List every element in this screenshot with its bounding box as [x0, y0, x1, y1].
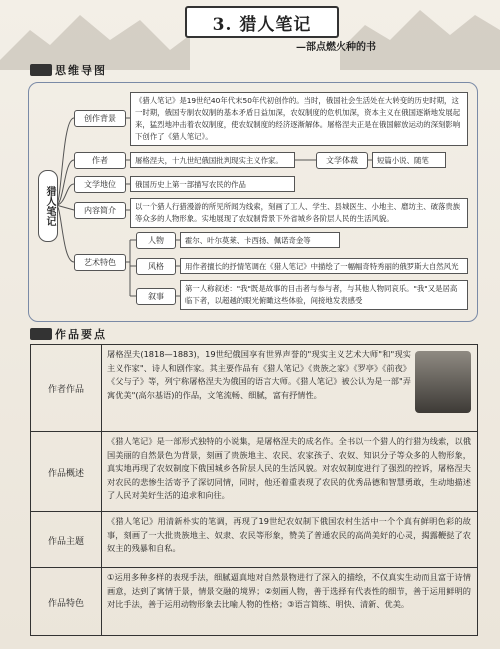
node-creation-background: 创作背景: [74, 110, 126, 127]
node-author: 作者: [74, 152, 126, 169]
node-content: 内容简介: [74, 202, 126, 219]
section-icon: [30, 328, 52, 340]
box-creation-background: 《猎人笔记》是19世纪40年代末50年代初创作的。当时，俄国社会生活处在大转变的历史时期，这一时期，俄国专制农奴制的基本矛盾日益加深，农奴制度的危机加深，资本主义在俄国逐渐地发展起来，猛烈地冲击着农奴制度，使农奴制度的经济逐渐解体。屠格涅夫正是在俄国解放运动的深刻影响下创作了《猎人笔记》。: [130, 92, 468, 146]
page-title: 3. 猎人笔记: [212, 14, 312, 35]
section-tag-points: [30, 326, 107, 342]
node-genre: 文学体裁: [316, 152, 368, 169]
page-subtitle: —部点燃火种的书: [296, 42, 376, 53]
row-label: 作品特色: [31, 568, 102, 636]
row-label: 作品概述: [31, 432, 102, 512]
box-literary-status: 俄国历史上第一部描写农民的作品: [130, 176, 295, 192]
row-text: 屠格涅夫(1818—1883)，19世纪俄国享有世界声誉的"现实主义艺术大师"和"现实主义作家"、诗人和剧作家。其主要作品有《猎人笔记》《贵族之家》《罗亭》《前夜》《父与子》等，列宁称屠格涅夫为俄国的语言大师。《猎人笔记》被公认为是一部"弄寓优美"(高尔基语)的作品，文笔流畅、细腻，富有抒情性。: [107, 349, 411, 400]
box-genre: 短篇小说、随笔: [372, 152, 446, 168]
section-label: 思维导图: [55, 64, 107, 77]
points-table: [30, 344, 478, 636]
table-row: [31, 567, 477, 636]
node-scenery: 风格: [136, 258, 176, 275]
row-text: 《猎人笔记》是一部形式独特的小说集，是屠格涅夫的成名作。全书以一个猎人的行猎为线索，以俄国美丽的自然景色为背景，刻画了贵族地主、农民、农家孩子、农奴、知识分子等众多的人物形象，真实地再现了农奴制度下俄国城乡各阶层人民的生活风貌。对农奴制度进行了强烈的控诉，屠格涅夫对农民的悲惨生活寄予了深切同情，同时，他还着重表现了农民的优秀品德和智慧勇敢，生动地描述了人民对美好生活的追求和向往。: [107, 436, 471, 500]
node-art: 艺术特色: [74, 254, 126, 271]
node-literary-status: 文学地位: [74, 176, 126, 193]
table-row: [31, 431, 477, 512]
node-narration: 叙事: [136, 288, 176, 305]
author-portrait: [415, 351, 471, 413]
mindmap-root: 猎人笔记: [38, 170, 58, 242]
table-row: [31, 511, 477, 568]
row-label: 作者作品: [31, 345, 102, 431]
row-text: 《猎人笔记》用清新朴实的笔调，再现了19世纪农奴制下俄国农村生活中一个个真有鲜明色彩的故事，刻画了一大批贵族地主、奴隶、农民等形象，赞美了普通农民的高尚美好的心灵，揭露鞭挞了农奴主的残暴和自私。: [107, 516, 471, 553]
box-author: 屠格涅夫，十九世纪俄国批判现实主义作家。: [130, 152, 295, 168]
table-row: [31, 345, 477, 431]
row-label: 作品主题: [31, 512, 102, 568]
box-characters: 霍尔、叶尔莫莱、卡西扬、佩诺奇金等: [180, 232, 340, 248]
row-text: ①运用多种多样的表现手法，细腻逼真地对自然景物进行了深入的描绘，不仅真实生动而且富于诗情画意，达到了寓情于景，情景交融的境界；②刻画人物，善于选择有代表性的细节，善于运用鲜明的对比手法，善于运用动物形象去比喻人物的性格；③语言简练、明快、清新、优美。: [107, 572, 471, 609]
box-content: 以一个猎人行猎漫游的所见所闻为线索，刻画了工人、学生、县城医生、小地主、磨坊主、破落贵族等众多的人物形象。实地展现了农奴制背景下外省城乡各阶层人民的生活风貌。: [130, 198, 468, 228]
node-characters: 人物: [136, 232, 176, 249]
box-scenery: 用作者擅长的抒情笔调在《猎人笔记》中描绘了一幅幅奇特秀丽的俄罗斯大自然风光: [180, 258, 468, 274]
box-narration: 第一人称叙述："我"既是故事的目击者与参与者，与其他人物同哀乐。"我"又是居高临下者，以超越的眼光俯瞰这些体验，间接地发表感受: [180, 280, 468, 310]
section-label: 作品要点: [55, 328, 107, 341]
